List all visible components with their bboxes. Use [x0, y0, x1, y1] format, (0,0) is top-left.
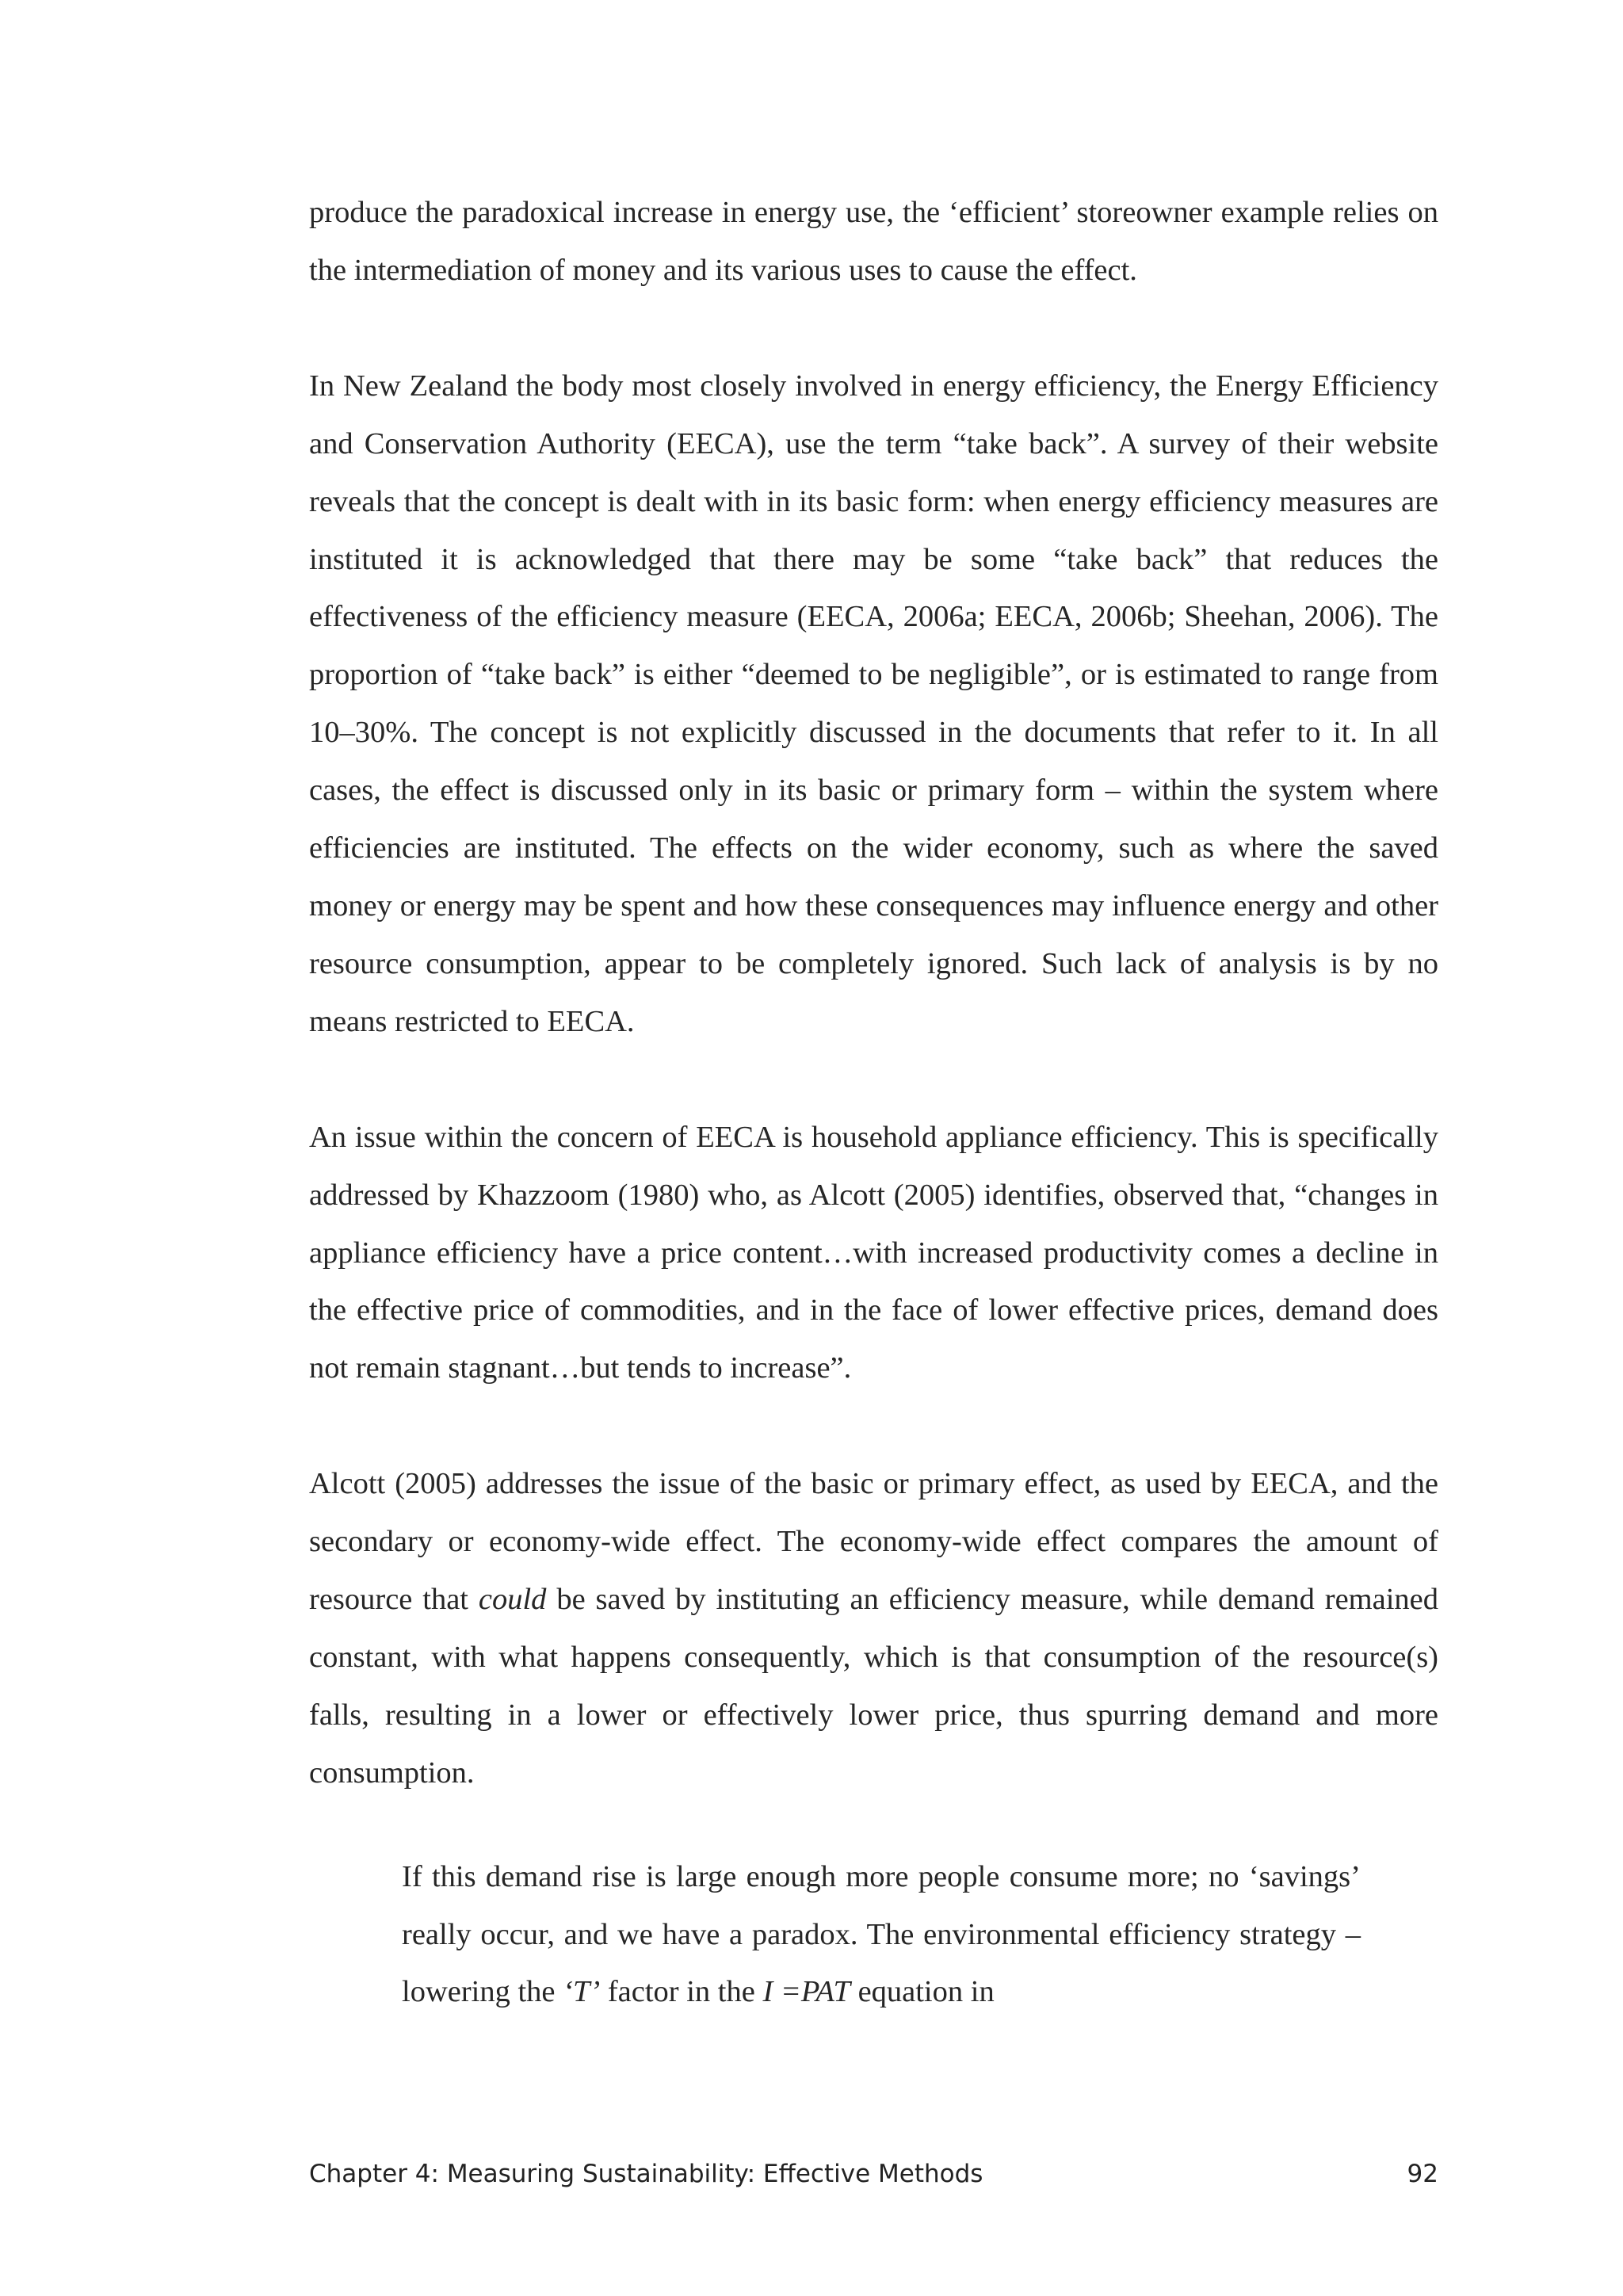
quote-text-b: factor in the [600, 1975, 763, 2009]
quote-text-c: equation in [850, 1975, 995, 2009]
paragraph-4 [309, 1455, 1438, 1801]
quote-t-factor: ‘T’ [563, 1975, 601, 2009]
paragraph-4-emphasis: could [478, 1583, 547, 1617]
page-number: 92 [1407, 2160, 1438, 2188]
body-text [309, 184, 1438, 2021]
paragraph-3: An issue within the concern of EECA is household appliance efficiency. This is specifically addressed by Khazzoom (1980) who, as Alcott (2005) identifies, observed that, “changes in appliance efficiency have a price content…with increased productivity comes a decline in the effective price of commodities, and in the face of lower effective prices, demand does not remain stagnant…but tends to increase”. [309, 1120, 1438, 1385]
chapter-title: Chapter 4: Measuring Sustainability: Effective Methods [309, 2160, 983, 2188]
block-quote [402, 1848, 1361, 2022]
quote-text-a: If this demand rise is large enough more people consume more; no ‘savings’ really occur, and we have a paradox. The environmental efficiency strategy – lowering the [402, 1859, 1361, 2009]
paragraph-2: In New Zealand the body most closely involved in energy efficiency, the Energy Efficiency and Conservation Authority (EECA), use the term “take back”. A survey of their website reveals that the concept is dealt with in its basic form: when energy efficiency measures are instituted it is acknowledged that there may be some “take back” that reduces the effectiveness of the efficiency measure (EECA, 2006a; EECA, 2006b; Sheehan, 2006). The proportion of “take back” is either “deemed to be negligible”, or is estimated to range from 10–30%. The concept is not explicitly discussed in the documents that refer to it. In all cases, the effect is discussed only in its basic or primary form – within the system where efficiencies are instituted. The effects on the wider economy, such as where the saved money or energy may be spent and how these consequences may influence energy and other resource consumption, appear to be completely ignored. Such lack of analysis is by no means restricted to EECA. [309, 369, 1438, 1038]
paragraph-4-text-b: be saved by instituting an efficiency measure, while demand remained constant, with what happens consequently, which is that consumption of the resource(s) falls, resulting in a lower or effectively lower price, thus spurring demand and more consumption. [309, 1583, 1438, 1790]
quote-equation: I =PAT [762, 1975, 850, 2009]
paragraph-4-text-a: Alcott (2005) addresses the issue of the basic or primary effect, as used by EECA, and the secondary or economy-wide effect. The economy-wide effect compares the amount of resource that [309, 1467, 1438, 1617]
paragraph-1: produce the paradoxical increase in energy use, the ‘efficient’ storeowner example relies on the intermediation of money and its various uses to cause the effect. [309, 196, 1438, 287]
page-footer [309, 2160, 1438, 2188]
